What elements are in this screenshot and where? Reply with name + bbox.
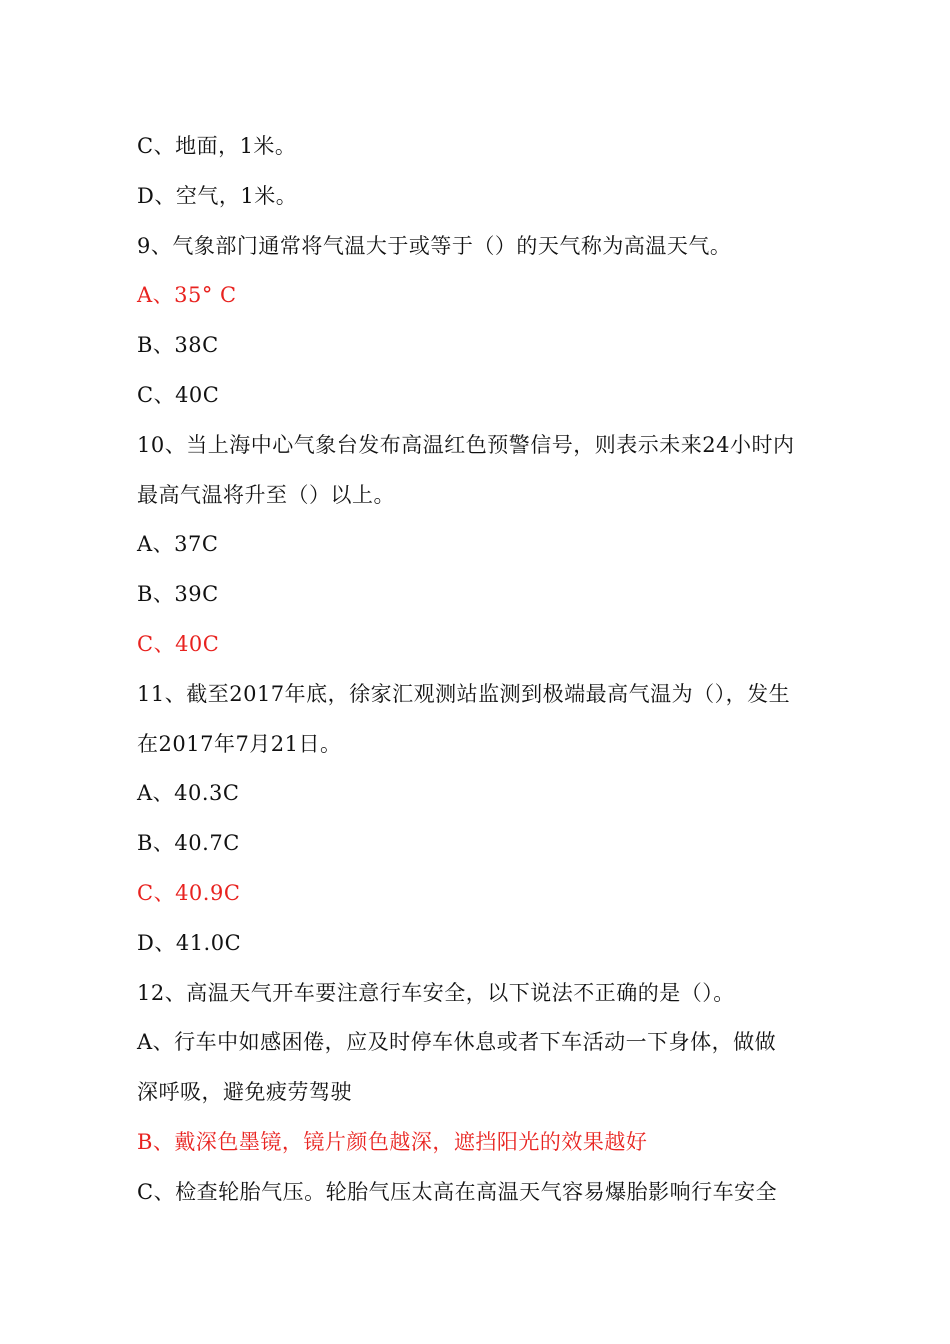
option-a-q12-line-1: A、行车中如感困倦，应及时停车休息或者下车活动一下身体，做做 (137, 1030, 777, 1055)
question-11-line-1: 11、截至2017年底，徐家汇观测站监测到极端最高气温为（），发生 (137, 681, 791, 706)
question-10-line-2: 最高气温将升至（）以上。 (137, 482, 395, 507)
option-a-q10: A、37C (137, 532, 219, 557)
option-c-q11-answer: C、40.9C (137, 880, 241, 905)
option-a-q12-line-2: 深呼吸，避免疲劳驾驶 (137, 1080, 352, 1105)
option-a-q9-answer: A、35° C (137, 283, 237, 308)
option-b-q12-answer: B、戴深色墨镜，镜片颜色越深，遮挡阳光的效果越好 (137, 1129, 648, 1154)
option-c-q10-answer: C、40C (137, 631, 220, 656)
option-d-q11: D、41.0C (137, 930, 242, 955)
option-c-q9: C、40C (137, 382, 220, 407)
question-11-line-2: 在2017年7月21日。 (137, 731, 342, 756)
option-a-q11: A、40.3C (137, 781, 240, 806)
option-b-q11: B、40.7C (137, 831, 240, 856)
option-b-q10: B、39C (137, 582, 219, 607)
document-body (137, 122, 827, 1218)
option-b-q9: B、38C (137, 333, 219, 358)
question-10-line-1: 10、当上海中心气象台发布高温红色预警信号，则表示未来24小时内 (137, 432, 795, 457)
option-c-q12: C、检查轮胎气压。轮胎气压太高在高温天气容易爆胎影响行车安全 (137, 1179, 778, 1204)
option-d-q8: D、空气，1米。 (137, 183, 298, 208)
question-9: 9、气象部门通常将气温大于或等于（）的天气称为高温天气。 (137, 233, 732, 258)
option-c-q8: C、地面，1米。 (137, 134, 297, 158)
question-12: 12、高温天气开车要注意行车安全，以下说法不正确的是（）。 (137, 980, 735, 1005)
